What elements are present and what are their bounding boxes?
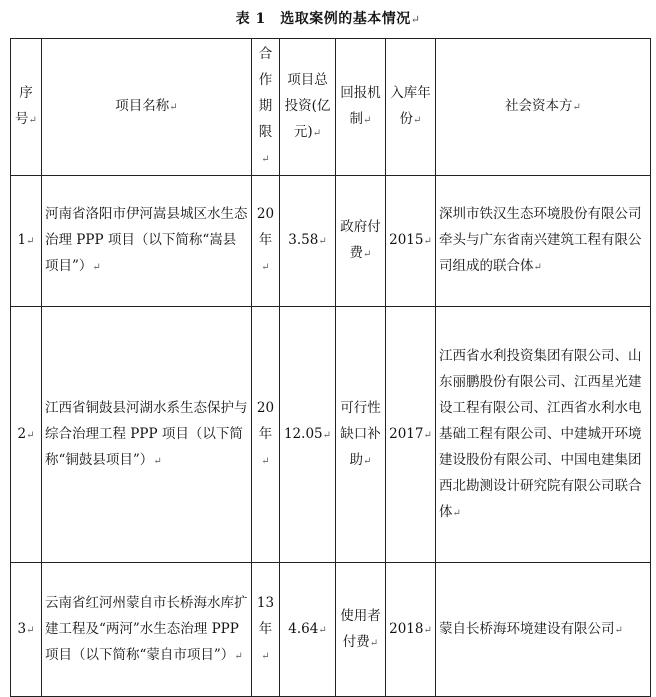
cell-period: 13年↵ — [252, 563, 280, 697]
cell-invest: 4.64↵ — [280, 563, 336, 697]
cell-name: 云南省红河州蒙自市长桥海水库扩建工程及“两河”水生态治理 PPP 项目（以下简称“蒙自市项目”）↵ — [42, 563, 252, 697]
cell-name: 河南省洛阳市伊河嵩县城区水生态治理 PPP 项目（以下简称“嵩县项目”）↵ — [42, 176, 252, 307]
cell-seq: 3↵ — [11, 563, 42, 697]
header-seq: 序号↵ — [11, 39, 42, 176]
cell-capital: 江西省水利投资集团有限公司、山东丽鹏股份有限公司、江西星光建设工程有限公司、江西省水利水电基础工程有限公司、中建城开环境建设股份有限公司、中国电建集团西北勘测设计研究院有限公司联合体↵ — [436, 307, 651, 563]
header-mechanism: 回报机制↵ — [336, 39, 386, 176]
cell-name: 江西省铜鼓县河湖水系生态保护与综合治理工程 PPP 项目（以下简称“铜鼓县项目”）↵ — [42, 307, 252, 563]
table-row — [11, 176, 651, 307]
header-name: 项目名称↵ — [42, 39, 252, 176]
caption-text: 表 1 选取案例的基本情况 — [235, 11, 411, 27]
table-caption — [0, 8, 656, 28]
table-row — [11, 307, 651, 563]
cases-table — [10, 38, 651, 697]
cell-mechanism: 政府付费↵ — [336, 176, 386, 307]
cell-period: 20年↵ — [252, 176, 280, 307]
cell-year: 2015↵ — [386, 176, 436, 307]
header-invest: 项目总投资(亿元)↵ — [280, 39, 336, 176]
header-year: 入库年份↵ — [386, 39, 436, 176]
table-row — [11, 563, 651, 697]
paragraph-mark-icon: ↵ — [410, 13, 421, 26]
header-row — [11, 39, 651, 176]
cell-capital: 深圳市铁汉生态环境股份有限公司牵头与广东省南兴建筑工程有限公司组成的联合体↵ — [436, 176, 651, 307]
cell-capital: 蒙自长桥海环境建设有限公司↵ — [436, 563, 651, 697]
cell-invest: 12.05↵ — [280, 307, 336, 563]
cell-mechanism: 使用者付费↵ — [336, 563, 386, 697]
cell-year: 2018↵ — [386, 563, 436, 697]
cell-seq: 2↵ — [11, 307, 42, 563]
cell-invest: 3.58↵ — [280, 176, 336, 307]
header-capital: 社会资本方↵ — [436, 39, 651, 176]
cell-year: 2017↵ — [386, 307, 436, 563]
cell-period: 20年↵ — [252, 307, 280, 563]
cell-mechanism: 可行性缺口补助↵ — [336, 307, 386, 563]
header-period: 合作期限↵ — [252, 39, 280, 176]
cell-seq: 1↵ — [11, 176, 42, 307]
